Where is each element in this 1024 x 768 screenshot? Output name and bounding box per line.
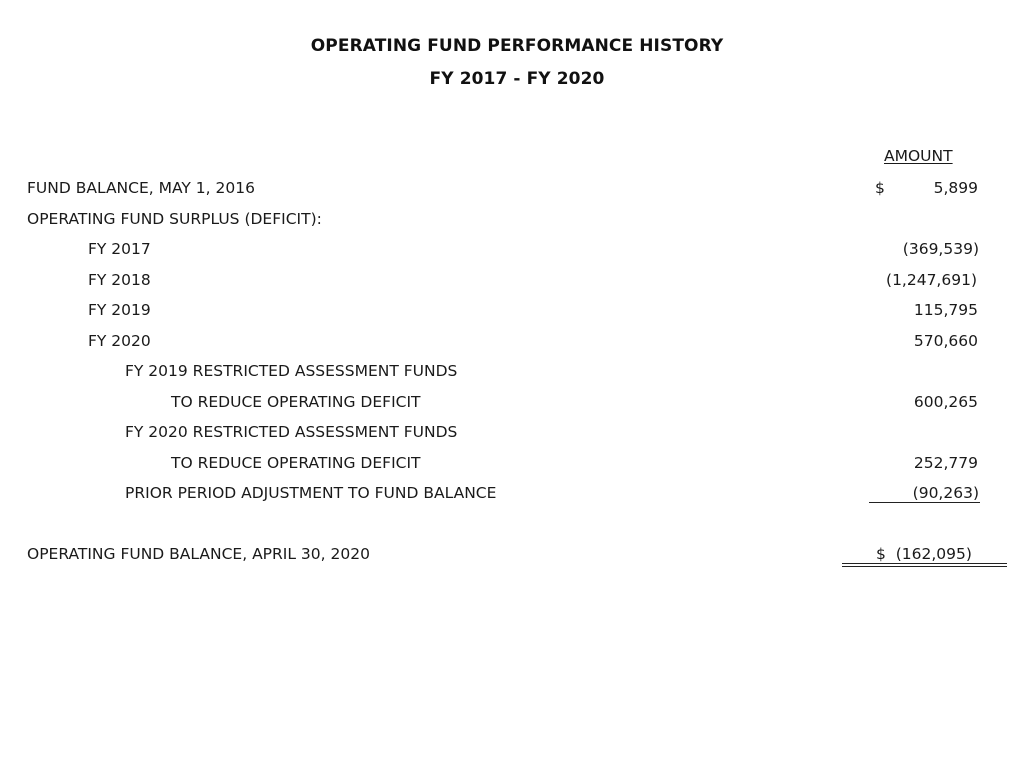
section-label: OPERATING FUND SURPLUS (DEFICIT):: [27, 210, 322, 228]
table-row-fy2020: [0, 329, 1024, 353]
table-row-fy2017: [0, 237, 1024, 261]
row-amount: 252,779: [913, 454, 978, 472]
table-row-section-label: [0, 207, 1024, 231]
table-row-fy2019-restricted-line1: [0, 359, 1024, 383]
row-amount: (369,539): [902, 240, 979, 258]
page-subtitle: FY 2017 - FY 2020: [429, 69, 605, 89]
row-label: TO REDUCE OPERATING DEFICIT: [171, 393, 421, 411]
row-amount: 570,660: [913, 332, 978, 350]
row-label: TO REDUCE OPERATING DEFICIT: [171, 454, 421, 472]
table-row-opening-balance: [0, 176, 1024, 200]
row-amount: 115,795: [913, 301, 978, 319]
subtotal-underline: [869, 502, 980, 503]
total-amount: (162,095): [895, 545, 972, 563]
row-label: FY 2019 RESTRICTED ASSESSMENT FUNDS: [125, 362, 458, 380]
row-label: OPERATING FUND BALANCE, APRIL 30, 2020: [27, 545, 370, 563]
row-label: FY 2019: [88, 301, 151, 319]
row-amount: 600,265: [913, 393, 978, 411]
table-row-fy2018: [0, 268, 1024, 292]
total-double-underline: [842, 563, 1007, 567]
row-amount: (90,263): [912, 484, 979, 502]
row-label: FY 2017: [88, 240, 151, 258]
page-title: OPERATING FUND PERFORMANCE HISTORY: [310, 36, 724, 56]
row-label: FY 2020: [88, 332, 151, 350]
row-label: FY 2018: [88, 271, 151, 289]
table-row-fy2020-restricted-line2: [0, 451, 1024, 475]
table-row-fy2019: [0, 298, 1024, 322]
table-row-fy2019-restricted-line2: [0, 390, 1024, 414]
currency-symbol: $: [875, 179, 885, 197]
table-row-fy2020-restricted-line1: [0, 420, 1024, 444]
row-amount: (1,247,691): [886, 271, 977, 289]
amount-column-header: AMOUNT: [884, 147, 953, 165]
row-label: PRIOR PERIOD ADJUSTMENT TO FUND BALANCE: [125, 484, 497, 502]
row-amount: 5,899: [933, 179, 978, 197]
row-label: FY 2020 RESTRICTED ASSESSMENT FUNDS: [125, 423, 458, 441]
currency-symbol: $: [876, 545, 886, 563]
row-label: FUND BALANCE, MAY 1, 2016: [27, 179, 255, 197]
